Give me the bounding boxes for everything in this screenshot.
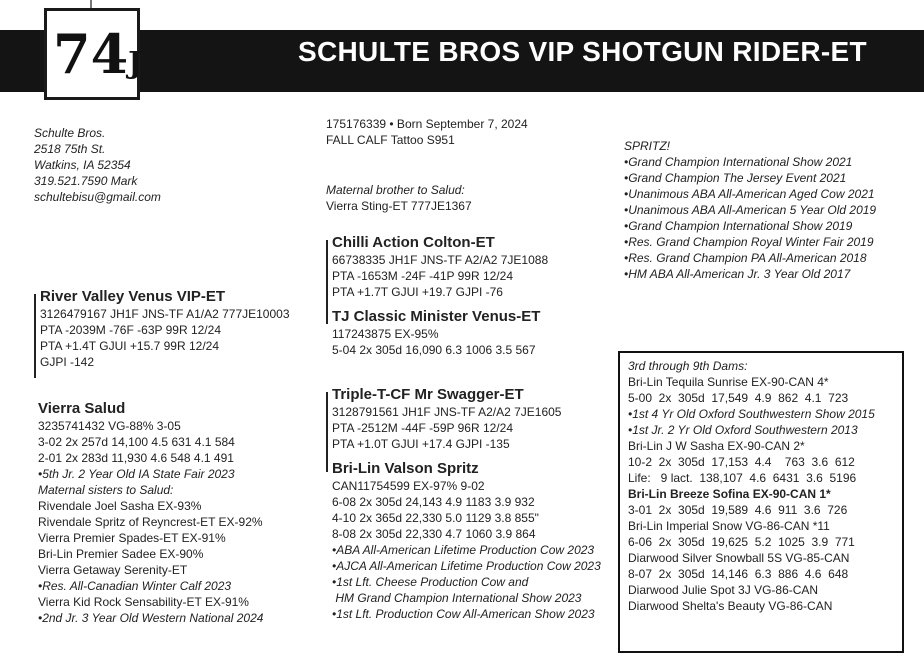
maternal-granddam-honor: •ABA All-American Lifetime Production Cow 2023 [332, 543, 595, 557]
dam-line: 2-01 2x 283d 11,930 4.6 548 4.1 491 [38, 451, 234, 465]
sister-line: Rivendale Spritz of Reyncrest-ET EX-92% [38, 515, 263, 529]
dam-entry: Bri-Lin J W Sasha EX-90-CAN 2* [628, 439, 805, 453]
paternal-bracket [326, 240, 328, 324]
maternal-grandsire-name: Triple-T-CF Mr Swagger-ET [332, 386, 524, 403]
sister-line: Rivendale Joel Sasha EX-93% [38, 499, 202, 513]
dam-name: Vierra Salud [38, 400, 126, 417]
registration-line: 175176339 • Born September 7, 2024 [326, 117, 528, 131]
paternal-grandsire-line: PTA +1.7T GJUI +19.7 GJPI -76 [332, 285, 503, 299]
sister-line: Vierra Kid Rock Sensability-ET EX-91% [38, 595, 249, 609]
dam-entry: Diarwood Silver Snowball 5S VG-85-CAN [628, 551, 850, 565]
consignor-block [34, 125, 161, 205]
lot-number: 74J [53, 22, 143, 86]
sire-name: River Valley Venus VIP-ET [40, 288, 226, 305]
dam-honor: •5th Jr. 2 Year Old IA State Fair 2023 [38, 467, 235, 481]
sister-line: Bri-Lin Premier Sadee EX-90% [38, 547, 204, 561]
sister-line: Vierra Getaway Serenity-ET [38, 563, 188, 577]
dam-record: 8-07 2x 305d 14,146 6.3 886 4.6 648 [628, 567, 849, 581]
paternal-grandsire-block [332, 234, 548, 300]
maternal-bracket [326, 392, 328, 472]
maternal-granddam-line: 4-10 2x 365d 22,330 5.0 1129 3.8 855" [332, 511, 539, 525]
maternal-granddam-honor: •1st Lft. Cheese Production Cow and [332, 575, 529, 589]
sire-line: PTA -2039M -76F -63P 99R 12/24 [40, 323, 221, 337]
calf-class-line: FALL CALF Tattoo S951 [326, 133, 455, 147]
paternal-grandsire-line: 66738335 JH1F JNS-TF A2/A2 7JE1088 [332, 253, 549, 267]
spritz-honor: •Grand Champion International Show 2019 [624, 219, 853, 233]
maternal-granddam-line: CAN11754599 EX-97% 9-02 [332, 479, 485, 493]
sire-line: GJPI -142 [40, 355, 95, 369]
consignor-city: Watkins, IA 52354 [34, 158, 131, 172]
maternal-brother-label: Maternal brother to Salud: [326, 183, 465, 197]
sire-line: 3126479167 JH1F JNS-TF A1/A2 777JE10003 [40, 307, 290, 321]
maternal-brother-name: Vierra Sting-ET 777JE1367 [326, 199, 472, 213]
paternal-grandsire-line: PTA -1653M -24F -41P 99R 12/24 [332, 269, 513, 283]
dam-record: 5-00 2x 305d 17,549 4.9 862 4.1 723 [628, 391, 849, 405]
maternal-granddam-honor: •AJCA All-American Lifetime Production Cow 2023 [332, 559, 601, 573]
dam-entry: Diarwood Shelta's Beauty VG-86-CAN [628, 599, 833, 613]
maternal-granddam-line: 6-08 2x 305d 24,143 4.9 1183 3.9 932 [332, 495, 535, 509]
spritz-label: SPRITZ! [624, 139, 671, 153]
dam-honor: •1st Jr. 2 Yr Old Oxford Southwestern 2013 [628, 423, 858, 437]
paternal-granddam-block [332, 308, 540, 358]
dam-lifetime: Life: 9 lact. 138,107 4.6 6431 3.6 5196 [628, 471, 857, 485]
dam-line: 3235741432 VG-88% 3-05 [38, 419, 181, 433]
maternal-granddam-honor: HM Grand Champion International Show 2023 [332, 591, 582, 605]
dam-entry: Bri-Lin Imperial Snow VG-86-CAN *11 [628, 519, 830, 533]
dams-heading: 3rd through 9th Dams: [628, 359, 748, 373]
consignor-email: schultebisu@gmail.com [34, 190, 161, 204]
sire-line: PTA +1.4T GJUI +15.7 99R 12/24 [40, 339, 219, 353]
dam-record: 3-01 2x 305d 19,589 4.6 911 3.6 726 [628, 503, 848, 517]
sire-block [40, 288, 290, 370]
sire-bracket [34, 294, 36, 378]
paternal-granddam-name: TJ Classic Minister Venus-ET [332, 308, 541, 325]
paternal-granddam-line: 5-04 2x 305d 16,090 6.3 1006 3.5 567 [332, 343, 536, 357]
dam-block [38, 400, 263, 626]
maternal-granddam-name: Bri-Lin Valson Spritz [332, 460, 479, 477]
spritz-honor: •Grand Champion The Jersey Event 2021 [624, 171, 847, 185]
maternal-grandsire-line: 3128791561 JH1F JNS-TF A2/A2 7JE1605 [332, 405, 562, 419]
registration-info [326, 116, 528, 148]
dam-entry: Diarwood Julie Spot 3J VG-86-CAN [628, 583, 819, 597]
spritz-honor: •Unanimous ABA All-American 5 Year Old 2019 [624, 203, 877, 217]
spritz-honors [624, 138, 876, 282]
dam-record: 10-2 2x 305d 17,153 4.4 763 3.6 612 [628, 455, 855, 469]
maternal-granddam-honor: •1st Lft. Production Cow All-American Show 2023 [332, 607, 595, 621]
spritz-honor: •Res. Grand Champion PA All-American 2018 [624, 251, 867, 265]
maternal-grandsire-line: PTA -2512M -44F -59P 96R 12/24 [332, 421, 513, 435]
maternal-granddam-block [332, 460, 601, 622]
sister-honor: •2nd Jr. 3 Year Old Western National 2024 [38, 611, 264, 625]
dam-entry: Bri-Lin Tequila Sunrise EX-90-CAN 4* [628, 375, 829, 389]
consignor-name: Schulte Bros. [34, 126, 106, 140]
paternal-grandsire-name: Chilli Action Colton-ET [332, 234, 495, 251]
lot-number-box [44, 8, 143, 100]
sisters-label: Maternal sisters to Salud: [38, 483, 174, 497]
maternal-grandsire-block [332, 386, 561, 452]
extended-dams-box [618, 351, 904, 653]
dam-record: 6-06 2x 305d 19,625 5.2 1025 3.9 771 [628, 535, 855, 549]
spritz-honor: •Grand Champion International Show 2021 [624, 155, 853, 169]
spritz-honor: •Res. Grand Champion Royal Winter Fair 2019 [624, 235, 874, 249]
maternal-granddam-line: 8-08 2x 305d 22,330 4.7 1060 3.9 864 [332, 527, 536, 541]
dam-honor: •1st 4 Yr Old Oxford Southwestern Show 2015 [628, 407, 875, 421]
dam-line: 3-02 2x 257d 14,100 4.5 631 4.1 584 [38, 435, 235, 449]
maternal-grandsire-line: PTA +1.0T GJUI +17.4 GJPI -135 [332, 437, 510, 451]
spritz-honor: •Unanimous ABA All-American Aged Cow 2021 [624, 187, 875, 201]
consignor-street: 2518 75th St. [34, 142, 106, 156]
dam-entry: Bri-Lin Breeze Sofina EX-90-CAN 1* [628, 487, 831, 501]
maternal-brother [326, 182, 472, 214]
paternal-granddam-line: 117243875 EX-95% [332, 327, 439, 341]
consignor-phone: 319.521.7590 Mark [34, 174, 138, 188]
animal-title: SCHULTE BROS VIP SHOTGUN RIDER-ET [298, 36, 867, 67]
sister-honor: •Res. All-Canadian Winter Calf 2023 [38, 579, 232, 593]
spritz-honor: •HM ABA All-American Jr. 3 Year Old 2017 [624, 267, 851, 281]
sister-line: Vierra Premier Spades-ET EX-91% [38, 531, 226, 545]
